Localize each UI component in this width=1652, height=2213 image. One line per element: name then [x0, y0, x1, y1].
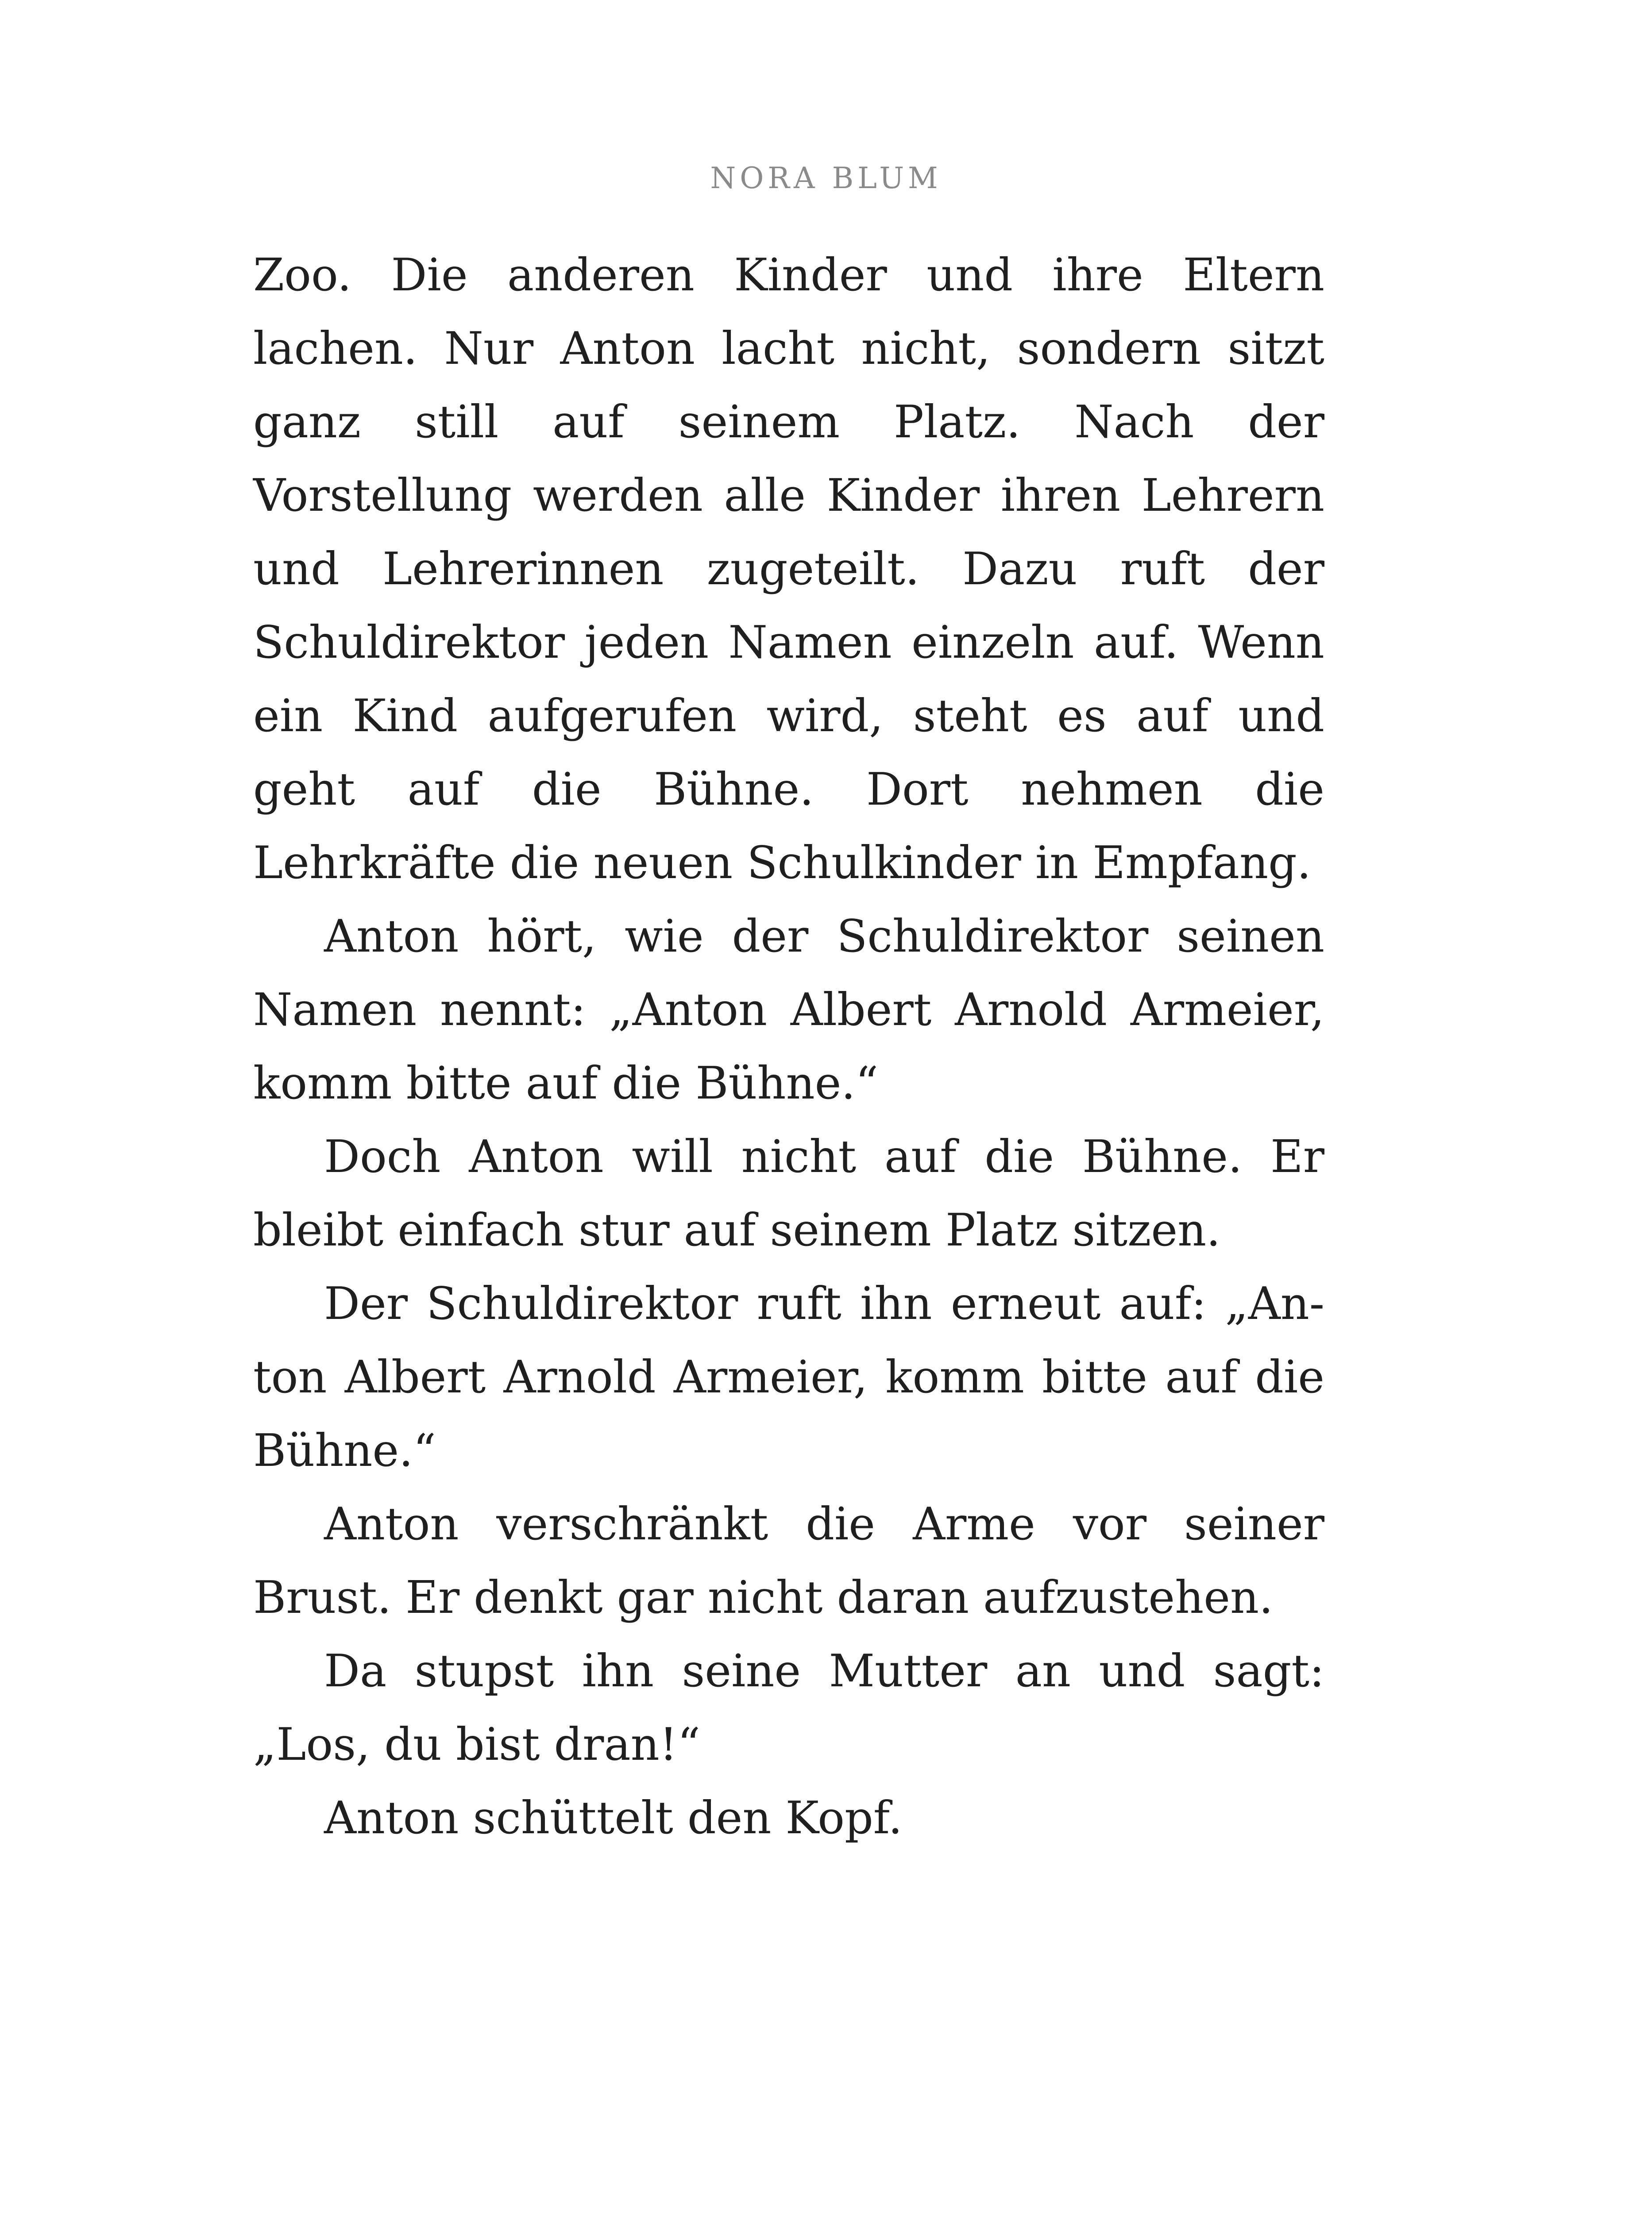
- paragraph: Der Schuldirektor ruft ihn erneut auf: „Anton Albert Arnold Armeier, komm bitte auf die Bühne.“: [253, 1277, 1324, 1477]
- paragraph: Anton schüttelt den Kopf.: [324, 1792, 903, 1844]
- paragraph: Anton hört, wie der Schuldirektor seinen Namen nennt: „Anton Albert Arnold Armeier, komm bitte auf die Bühne.“: [253, 910, 1324, 1109]
- paragraph: Zoo. Die anderen Kinder und ihre Eltern lachen. Nur Anton lacht nicht, sondern sitzt ganz still auf seinem Platz. Nach der Vorstellung werden alle Kinder ihren Lehrern und Lehrerinnen zugeteilt. Dazu ruft der Schuldirektor jeden Namen einzeln auf. Wenn ein Kind aufgerufen wird, steht es auf und geht auf die Bühne. Dort nehmen die Lehrkräfte die neuen Schulkinder in Empfang.: [253, 249, 1324, 889]
- paragraph: Doch Anton will nicht auf die Bühne. Er bleibt einfach stur auf seinem Platz sitzen.: [253, 1130, 1324, 1256]
- paragraph: Anton verschränkt die Arme vor seiner Brust. Er denkt gar nicht daran aufzustehen.: [253, 1498, 1324, 1623]
- running-head-author: NORA BLUM: [710, 161, 942, 195]
- body-text: [253, 238, 1324, 1854]
- paragraph: Da stupst ihn seine Mutter an und sagt: „Los, du bist dran!“: [253, 1645, 1324, 1770]
